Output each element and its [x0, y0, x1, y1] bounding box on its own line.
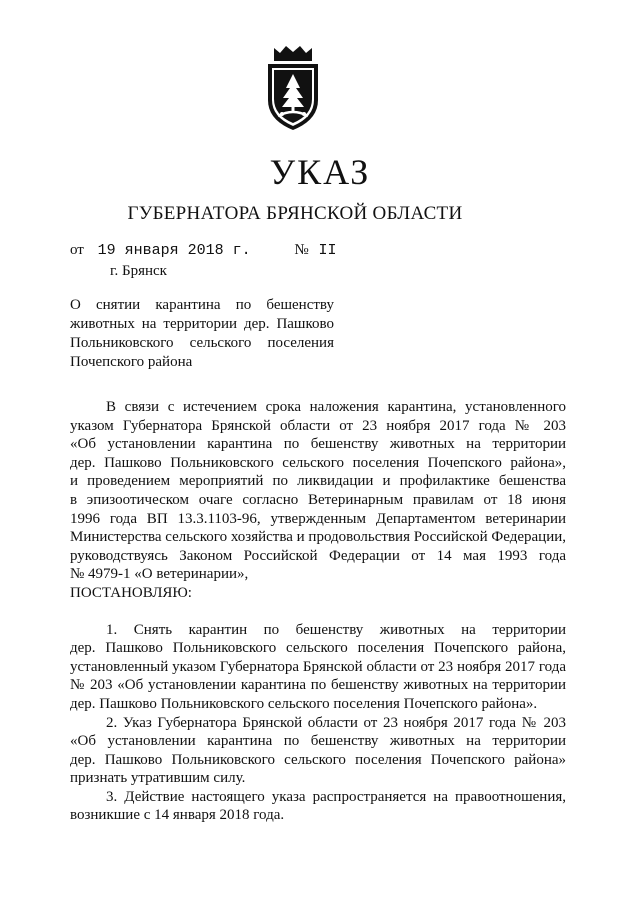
text-line: «Об установлении карантина по бешенству животных на территории: [70, 733, 566, 750]
text-line: установленный указом Губернатора Брянской области от 23 ноября 2017 года: [70, 658, 566, 675]
text-line: дер. Пашково Польниковского сельского поселения Почепского района»,: [70, 454, 566, 471]
document-title: УКАЗ: [269, 152, 371, 192]
text-line: 2. Указ Губернатора Брянской области от 23 ноября 2017 года № 203: [106, 714, 566, 731]
subject-line: животных на территории дер. Пашково: [70, 316, 334, 332]
text-line: руководствуясь Законом Российской Федерации от 14 мая 1993 года: [70, 547, 566, 564]
text-line: 1996 года ВП 13.3.1103-96, утвержденным Департаментом ветеринарии: [70, 510, 566, 527]
document-number: II: [318, 242, 337, 259]
text-line: дер. Пашково Польниковского сельского поселения Почепского района,: [70, 640, 566, 657]
date-prefix: от: [70, 242, 84, 258]
subject-line: О снятии карантина по бешенству: [70, 297, 334, 313]
text-line: и проведением мероприятий по ликвидации и профилактике бешенства: [70, 473, 566, 490]
text-line: признать утратившим силу.: [70, 770, 246, 787]
text-line: указом Губернатора Брянской области от 23 ноября 2017 года № 203: [70, 417, 566, 434]
preamble-paragraph: [70, 398, 566, 603]
text-line: В связи с истечением срока наложения карантина, установленного: [106, 399, 566, 415]
text-line: дер. Пашково Польниковского сельского поселения Почепского района»: [70, 751, 566, 768]
coat-of-arms-emblem: [262, 44, 324, 134]
text-line: № 203 «Об установлении карантина по бешенству животных на территории: [70, 677, 566, 694]
text-line: № 4979-1 «О ветеринарии»,: [70, 566, 249, 583]
document-date: 19 января 2018 г.: [97, 242, 251, 259]
text-line: 1. Снять карантин по бешенству животных на территории: [106, 621, 566, 638]
text-line: в эпизоотическом очаге согласно Ветеринарным правилам от 18 июня: [70, 491, 566, 508]
subject-line: Почепского района: [70, 354, 193, 370]
text-line: возникшие с 14 января 2018 года.: [70, 807, 285, 824]
item-1-paragraph: [70, 621, 566, 714]
item-3-paragraph: [70, 788, 566, 825]
decree-word: ПОСТАНОВЛЯЮ:: [70, 584, 192, 601]
paragraph-gap: [70, 603, 566, 621]
text-line: «Об установлении карантина по бешенству животных на территории: [70, 436, 566, 453]
date-number-row: [70, 240, 336, 261]
text-line: дер. Пашково Польниковского сельского поселения Почепского района».: [70, 695, 538, 712]
subject-line: Польниковского сельского поселения: [70, 335, 334, 351]
document-subject: [70, 296, 334, 372]
document-subtitle: ГУБЕРНАТОРА БРЯНСКОЙ ОБЛАСТИ: [127, 203, 463, 224]
text-line: 3. Действие настоящего указа распространяется на правоотношения,: [106, 788, 566, 805]
item-2-paragraph: [70, 714, 566, 788]
text-line: Министерства сельского хозяйства и продовольствия Российской Федерации,: [70, 529, 566, 546]
number-label: №: [294, 242, 309, 258]
document-city: г. Брянск: [110, 263, 167, 279]
document-body: [70, 398, 566, 825]
